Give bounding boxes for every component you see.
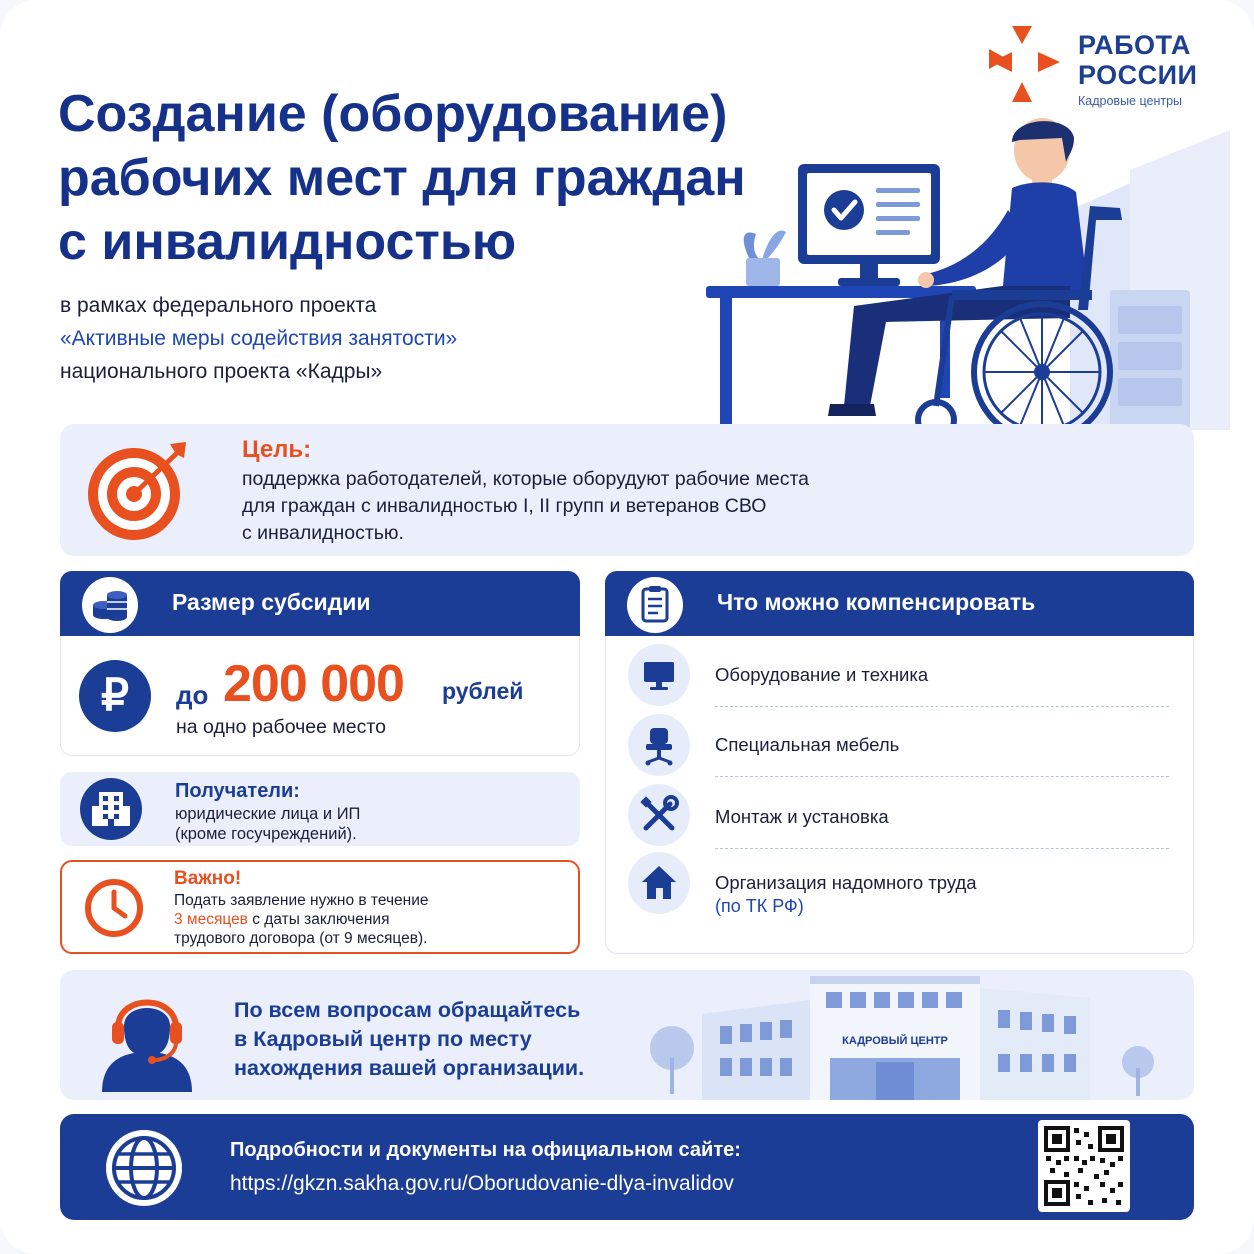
- footer-panel: [60, 1114, 1194, 1220]
- building-sign: КАДРОВЫЙ ЦЕНТР: [842, 1035, 948, 1047]
- recipients-text: [175, 804, 360, 844]
- contact-text: [234, 996, 584, 1083]
- subtitle-line: национального проекта «Кадры»: [60, 360, 383, 383]
- goal-line: для граждан с инвалидностью I, II групп и ветеранов СВО: [242, 495, 767, 517]
- target-icon: [84, 438, 194, 542]
- title-line: Создание (оборудование): [58, 85, 728, 143]
- contact-line: По всем вопросам обращайтесь: [234, 998, 581, 1022]
- logo-title-line2: РОССИИ: [1078, 60, 1198, 90]
- employment-center-building-illustration: [630, 970, 1194, 1100]
- recipients-label: Получатели:: [175, 780, 300, 802]
- home-icon: [628, 852, 690, 914]
- goal-label: Цель:: [242, 436, 312, 463]
- amount-note: на одно рабочее место: [176, 716, 386, 738]
- clipboard-icon: [627, 577, 683, 633]
- logo-title-line1: РАБОТА: [1078, 30, 1191, 60]
- divider: [715, 848, 1169, 849]
- important-panel: [60, 860, 580, 954]
- contact-line: в Кадровый центр по месту: [234, 1027, 532, 1051]
- compensation-note: (по ТК РФ): [715, 896, 804, 916]
- rabota-rossii-logo: [986, 22, 1216, 112]
- important-text: [174, 891, 574, 948]
- subsidy-card-body: [60, 636, 580, 756]
- compensation-card-header: [605, 571, 1194, 637]
- goal-line: с инвалидностью.: [242, 522, 404, 544]
- logo-subtitle: Кадровые центры: [1078, 94, 1183, 108]
- compensation-label: Специальная мебель: [715, 734, 900, 755]
- contact-panel: [60, 970, 1194, 1100]
- subsidy-card-header: [60, 571, 580, 637]
- divider: [715, 776, 1169, 777]
- chair-icon: [628, 714, 690, 776]
- building-icon: [80, 778, 142, 840]
- important-line: трудового договора (от 9 месяцев).: [174, 930, 428, 947]
- recipients-line: юридические лица и ИП: [175, 805, 361, 823]
- goal-panel: [60, 424, 1194, 556]
- qr-code-image: [1038, 1120, 1130, 1212]
- subtitle-line: в рамках федерального проекта: [60, 294, 377, 317]
- page-title: [58, 82, 746, 274]
- project-name: «Активные меры содействия занятости»: [60, 327, 458, 350]
- important-label: Важно!: [174, 868, 242, 889]
- clock-icon: [82, 876, 146, 940]
- ruble-icon: ₽: [79, 660, 151, 732]
- compensation-title: Что можно компенсировать: [717, 589, 1036, 615]
- goal-line: поддержка работодателей, которые оборудуют рабочие места: [242, 468, 810, 490]
- coins-icon: [82, 577, 138, 633]
- page-subtitle: [60, 289, 457, 388]
- important-line: [174, 910, 574, 929]
- support-operator-icon: [92, 982, 202, 1092]
- contact-line: нахождения вашей организации.: [234, 1056, 585, 1080]
- qr-code[interactable]: [1038, 1120, 1130, 1212]
- title-line: с инвалидностью: [58, 213, 517, 271]
- amount-unit: рублей: [442, 678, 524, 704]
- recipients-line: (кроме госучреждений).: [175, 825, 357, 843]
- subsidy-title: Размер субсидии: [172, 589, 371, 615]
- compensation-list: [605, 636, 1194, 954]
- divider: [715, 706, 1169, 707]
- deadline-highlight: 3 месяцев: [174, 911, 248, 928]
- monitor-icon: [628, 644, 690, 706]
- tools-icon: [628, 784, 690, 846]
- compensation-label: Оборудование и техника: [715, 664, 929, 685]
- website-link[interactable]: https://gkzn.sakha.gov.ru/Oborudovanie-dlya-invalidov: [230, 1172, 734, 1195]
- title-line: рабочих мест для граждан: [58, 149, 746, 207]
- footer-label: Подробности и документы на официальном сайте:: [230, 1139, 741, 1161]
- important-line-rest: с даты заключения: [247, 911, 390, 928]
- amount-prefix: до: [176, 680, 209, 710]
- subsidy-amount: 200 000: [223, 655, 404, 713]
- compensation-label: Монтаж и установка: [715, 806, 889, 827]
- compensation-label: Организация надомного труда: [715, 872, 977, 893]
- logo-arrows-icon: [986, 22, 1066, 108]
- important-line: Подать заявление нужно в течение: [174, 892, 429, 909]
- globe-icon: [102, 1126, 186, 1210]
- wheelchair-worker-illustration: [690, 110, 1230, 450]
- recipients-panel: [60, 772, 580, 846]
- goal-text: [242, 466, 902, 547]
